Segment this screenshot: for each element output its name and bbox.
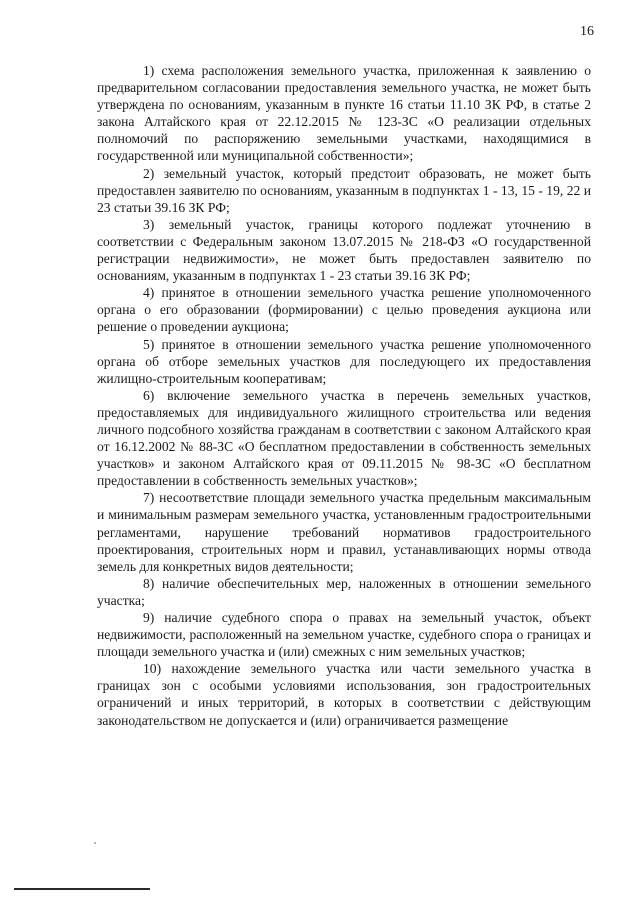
paragraph-item-10: 10) нахождение земельного участка или части земельного участка в границах зон с особыми условиями использования, зон градостроительных ограничений и иных территорий, в которых в соответствии с действующим законодательством не допускается и (или) ограничивается размещение xyxy=(97,661,591,728)
paragraph-item-2: 2) земельный участок, который предстоит образовать, не может быть предоставлен заявителю по основаниям, указанным в подпунктах 1 - 13, 15 - 19, 22 и 23 статьи 39.16 ЗК РФ; xyxy=(97,165,591,215)
paragraph-item-1: 1) схема расположения земельного участка, приложенная к заявлению о предварительном согласовании предоставления земельного участка, не может быть утверждена по основаниям, указанным в пункте 16 статьи 11.10 ЗК РФ, в статье 2 закона Алтайского края от 22.12.2015 № 123-ЗС «О реализации отдельных полномочий по распоряжению земельными участками, находящимися в государственной или муниципальной собственности»; xyxy=(97,63,591,164)
paragraph-item-8: 8) наличие обеспечительных мер, наложенных в отношении земельного участка; xyxy=(97,575,591,608)
page-number: 16 xyxy=(580,24,594,39)
paragraph-item-7: 7) несоответствие площади земельного участка предельным максимальным и минимальным размерам земельного участка, установленным градостроительными регламентами, нарушение требований нормативов градостроительного проектирования, строительных норм и правил, устанавливающих нормы отвода земель для конкретных видов деятельности; xyxy=(97,490,591,574)
scan-artifact xyxy=(94,842,96,844)
paragraph-item-6: 6) включение земельного участка в перечень земельных участков, предоставляемых для индивидуального жилищного строительства или ведения личного подсобного хозяйства гражданам в соответствии с законом Алтайского края от 16.12.2002 № 88-ЗС «О бесплатном предоставлении в собственность земельных участков» и законом Алтайского края от 09.11.2015 № 98-ЗС «О бесплатном предоставлении в собственность земельных участков»; xyxy=(97,387,591,489)
footer-rule xyxy=(14,888,150,890)
paragraph-item-5: 5) принятое в отношении земельного участка решение уполномоченного органа об отборе земельных участков для последующего их предоставления жилищно-строительным кооперативам; xyxy=(97,336,591,386)
paragraph-item-9: 9) наличие судебного спора о правах на земельный участок, объект недвижимости, расположенный на земельном участке, судебного спора о границах и площади земельного участка и (или) смежных с ним земельных участков; xyxy=(97,610,591,660)
paragraph-item-4: 4) принятое в отношении земельного участка решение уполномоченного органа о его образовании (формировании) с целью проведения аукциона или решение о проведении аукциона; xyxy=(97,285,591,335)
paragraph-item-3: 3) земельный участок, границы которого подлежат уточнению в соответствии с Федеральным законом 13.07.2015 № 218-ФЗ «О государственной регистрации недвижимости», не может быть предоставлен заявителю по основаниям, указанным в подпунктах 1 - 23 статьи 39.16 ЗК РФ; xyxy=(97,216,591,284)
document-body xyxy=(97,62,591,729)
